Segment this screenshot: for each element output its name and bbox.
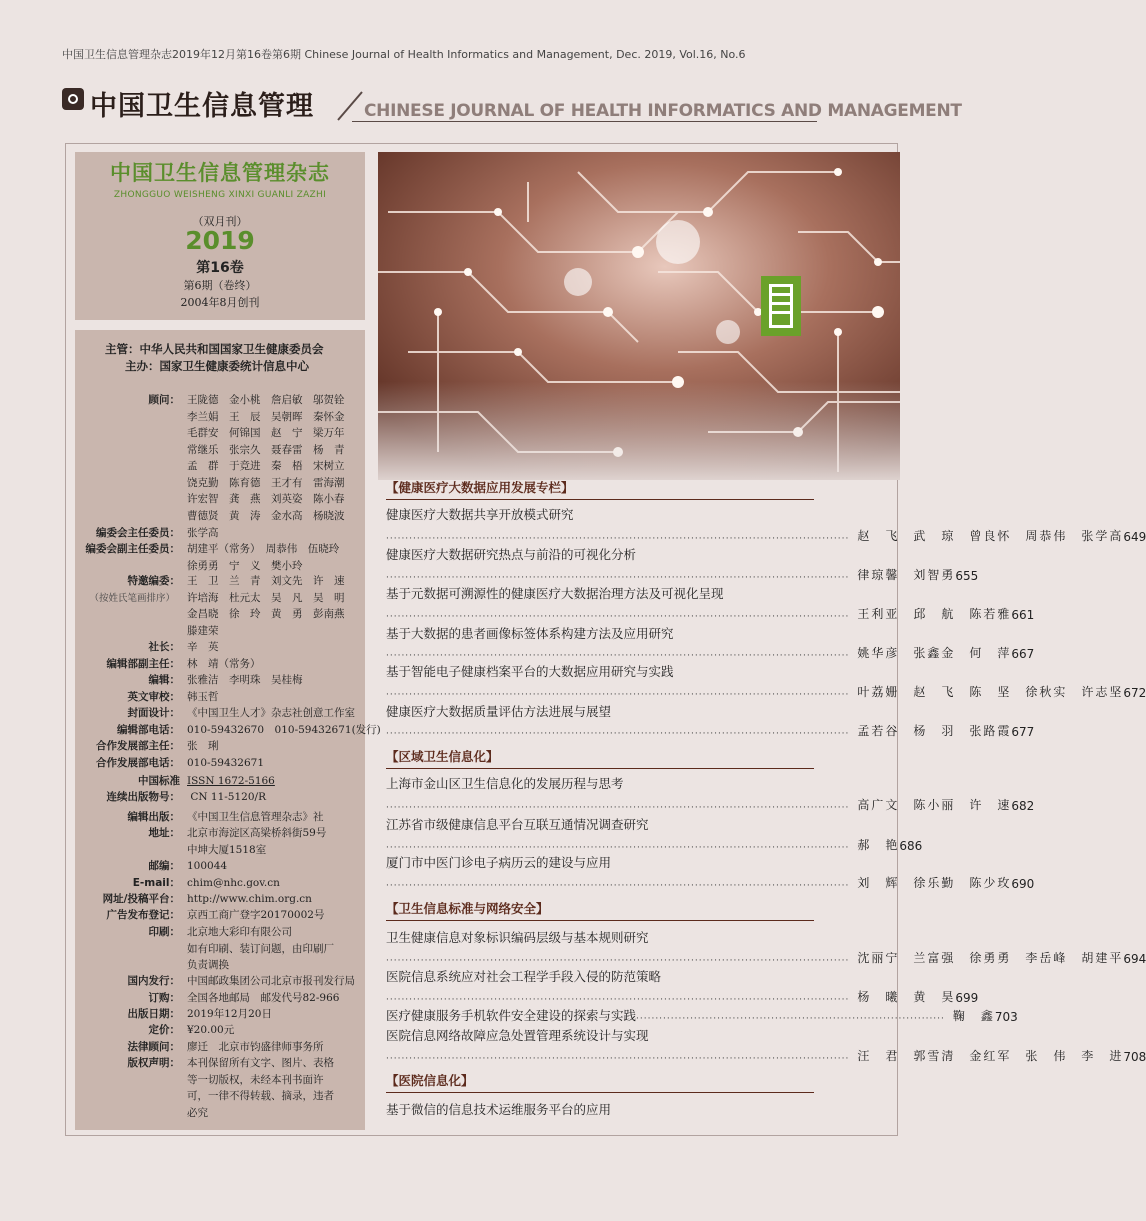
masthead-label: 版权声明：	[127, 1057, 180, 1069]
toc-entry-page: 677	[1011, 725, 1035, 739]
toc-entry-authors: 郝 艳	[857, 838, 900, 852]
toc-entry-byline	[386, 644, 1035, 661]
toc-entry-title: 医疗健康服务手机软件安全建设的探索与实践	[386, 1008, 637, 1023]
masthead-row	[80, 1055, 365, 1072]
masthead-value: 张学高	[187, 527, 219, 539]
toc-entry-page: 703	[994, 1010, 1018, 1024]
masthead-row	[80, 1006, 365, 1023]
masthead-value: 张 琍	[187, 740, 219, 752]
masthead-label	[80, 558, 180, 575]
toc-entry-page: 682	[1011, 799, 1035, 813]
header-slash-decoration	[336, 90, 366, 122]
toc-entry-page: 672	[1123, 686, 1146, 700]
masthead-label: 编委会副主任委员：	[85, 543, 180, 555]
masthead-row	[80, 907, 365, 924]
masthead-row	[80, 1039, 365, 1056]
masthead-label	[80, 1072, 180, 1089]
masthead-value: 可，一律不得转载、摘录，违者	[187, 1090, 334, 1102]
toc-entry-page: 694	[1123, 952, 1146, 966]
masthead-value: 北京地大彩印有限公司	[187, 926, 292, 938]
masthead-row	[80, 809, 365, 826]
masthead-row	[80, 392, 365, 409]
masthead-label	[80, 491, 180, 508]
masthead-label: 出版日期：	[127, 1008, 180, 1020]
toc-entry-authors: 高广文 陈小丽 许 速	[857, 798, 1012, 812]
masthead-value: 林 靖（常务）	[187, 658, 261, 670]
toc-leader-dots: ························································································································	[386, 612, 850, 622]
masthead-sort-note: （按姓氏笔画排序）	[89, 593, 175, 604]
masthead-label	[80, 458, 180, 475]
toc-entry-byline	[386, 949, 1146, 966]
masthead-row	[80, 924, 365, 941]
toc-leader-dots: ························································································································	[386, 1054, 850, 1064]
toc-entry-page: 667	[1011, 647, 1035, 661]
masthead-label: 封面设计：	[127, 707, 180, 719]
masthead-value: 全国各地邮局 邮发代号82-966	[187, 992, 340, 1004]
toc-entry-title[interactable]: 江苏省市级健康信息平台互联互通情况调查研究	[386, 817, 649, 832]
toc-entry-title[interactable]: 上海市金山区卫生信息化的发展历程与思考	[386, 776, 624, 791]
toc-entry-authors: 汪 君 郭雪清 金红军 张 伟 李 进	[857, 1049, 1124, 1063]
toc-entry-byline	[386, 874, 1035, 891]
brand-title: 中国卫生信息管理	[90, 91, 314, 122]
contents-badge-label	[761, 276, 762, 277]
toc-entry-byline	[386, 566, 979, 583]
masthead-label	[80, 1088, 180, 1105]
masthead-value: 徐勇勇 宁 义 樊小玲	[187, 559, 303, 572]
masthead-row	[80, 425, 365, 442]
masthead-value: 本刊保留所有文字、图片、表格	[187, 1057, 334, 1069]
masthead-row	[80, 672, 365, 689]
masthead-row	[80, 875, 365, 892]
toc-entry-authors: 杨 曦 黄 昊	[857, 990, 956, 1004]
masthead-value: 《中国卫生信息管理杂志》社	[187, 811, 324, 823]
toc-entry-authors: 鞠 鑫	[952, 1009, 995, 1023]
toc-entry-byline	[386, 988, 979, 1005]
running-header: 中国卫生信息管理杂志2019年12月第16卷第6期 Chinese Journal of Health Informatics and Management, Dec. 2019, Vol.16, No.6	[62, 48, 746, 61]
masthead-row	[80, 738, 365, 755]
toc-entry-byline	[386, 722, 1035, 739]
masthead-value: 2019年12月20日	[187, 1008, 272, 1020]
toc-leader-dots: ························································································································	[386, 881, 850, 891]
masthead-value: 王 卫 兰 青 刘文先 许 速	[187, 575, 345, 587]
toc-entry-byline	[386, 796, 1035, 813]
masthead-row	[80, 606, 365, 623]
masthead-value: 中坤大厦1518室	[187, 843, 267, 856]
masthead-value: 金昌晓 徐 玲 黄 勇 彭南燕	[187, 608, 345, 620]
supervisor: 主管：中华人民共和国国家卫生健康委员会	[105, 342, 324, 356]
toc-entry-authors: 赵 飞 武 琼 曾良怀 周恭伟 张学高	[857, 529, 1124, 543]
masthead-label: 顾问：	[148, 394, 180, 406]
masthead-value: 孟 群 于竞进 秦 梧 宋树立	[187, 460, 345, 472]
masthead-label: 社长：	[148, 641, 180, 653]
brand-title-english: CHINESE JOURNAL OF HEALTH INFORMATICS AND MANAGEMENT	[364, 101, 962, 121]
masthead-value: 等一切版权，未经本刊书面许	[187, 1073, 324, 1086]
masthead-value: 廖迁 北京市钧盛律师事务所	[187, 1041, 324, 1053]
masthead-row	[80, 656, 365, 673]
masthead-row	[80, 858, 365, 875]
toc-entry-title[interactable]: 基于智能电子健康档案平台的大数据应用研究与实践	[386, 664, 674, 679]
masthead-label	[80, 508, 180, 525]
masthead-value: 北京市海淀区高梁桥斜街59号	[187, 827, 327, 839]
masthead-row	[80, 789, 365, 806]
masthead-value: 负责调换	[187, 959, 229, 971]
masthead-label	[80, 842, 180, 859]
masthead-label: 国内发行：	[127, 975, 180, 987]
cover-image	[378, 152, 900, 480]
issue-number: 第6期（卷终）	[183, 279, 257, 292]
masthead-label: 订购：	[148, 992, 180, 1004]
masthead-label: 编辑出版：	[127, 811, 180, 823]
masthead-label	[80, 941, 180, 958]
masthead-label: 编辑部副主任：	[106, 658, 180, 670]
masthead-row	[80, 1105, 365, 1122]
toc-entry-authors: 孟若谷 杨 羽 张路霞	[857, 724, 1012, 738]
toc-section-heading: 【区域卫生信息化】	[386, 747, 814, 769]
masthead-row	[80, 755, 365, 772]
masthead-label: 英文审校：	[127, 691, 180, 703]
masthead-value: 许宏智 龚 燕 刘英姿 陈小春	[187, 493, 345, 505]
toc-entry-authors: 姚华彦 张鑫金 何 萍	[857, 646, 1012, 660]
masthead-value: chim@nhc.gov.cn	[187, 877, 280, 889]
masthead-value: 曹德贤 黄 涛 金水高 杨晓波	[187, 509, 345, 522]
masthead-row	[80, 689, 365, 706]
masthead-value: 韩玉哲	[187, 691, 219, 703]
masthead-row	[80, 705, 365, 722]
toc-entry-title[interactable]: 卫生健康信息对象标识编码层级与基本规则研究	[386, 930, 649, 945]
masthead-value: 如有印刷、装订问题，由印刷厂	[187, 942, 334, 955]
masthead-label: E-mail：	[132, 877, 180, 889]
toc-leader-dots: ························································································································	[386, 651, 850, 661]
masthead-row	[80, 722, 381, 739]
toc-entry-byline	[386, 527, 1146, 544]
toc-entry-page: 699	[955, 991, 979, 1005]
toc-entry-title[interactable]: 基于大数据的患者画像标签体系构建方法及应用研究	[386, 626, 674, 641]
masthead-row	[80, 891, 365, 908]
masthead-label: 中国标准	[138, 775, 180, 787]
masthead-row	[80, 442, 365, 459]
masthead-label: 网址/投稿平台：	[102, 893, 180, 905]
masthead-value: 中国邮政集团公司北京市报刊发行局	[187, 975, 355, 987]
masthead-value: http://www.chim.org.cn	[187, 893, 312, 905]
masthead-label: 法律顾问：	[127, 1041, 180, 1053]
masthead-row	[80, 1088, 365, 1105]
masthead-label: 印刷：	[148, 926, 180, 938]
masthead-label	[80, 475, 180, 492]
masthead-label: 编辑部电话：	[117, 724, 180, 736]
masthead-row	[80, 458, 365, 475]
masthead-value: 许培海 杜元太 吴 凡 吴 明	[187, 591, 345, 604]
masthead-row	[80, 475, 365, 492]
header-rule	[352, 121, 817, 122]
toc-entry-authors: 律琼馨 刘智勇	[857, 568, 956, 582]
toc-entry-byline	[386, 836, 923, 853]
journal-name: 中国卫生信息管理杂志	[110, 161, 330, 185]
toc-entry-page: 686	[899, 839, 923, 853]
masthead-value: 京西工商广登字20170002号	[187, 909, 325, 921]
masthead-row	[80, 973, 365, 990]
toc-leader-dots: ························································································································	[386, 995, 850, 1005]
toc-entry-page: 661	[1011, 608, 1035, 622]
masthead-value: 滕建荣	[187, 624, 219, 637]
masthead-value: 100044	[187, 860, 228, 872]
toc-entry-title[interactable]: 基于元数据可溯源性的健康医疗大数据治理方法及可视化呈现	[386, 586, 724, 601]
toc-entry-title[interactable]: 医院信息网络故障应急处置管理系统设计与实现	[386, 1028, 649, 1043]
journal-pinyin: ZHONGGUO WEISHENG XINXI GUANLI ZAZHI	[113, 190, 327, 200]
masthead-value: 必究	[187, 1106, 208, 1119]
masthead-label	[80, 623, 180, 640]
masthead-value: 常继乐 张宗久 聂春雷 杨 青	[187, 443, 345, 456]
journal-logo-icon	[62, 88, 84, 110]
masthead-label	[80, 409, 180, 426]
toc-entry-authors: 刘 辉 徐乐勤 陈少玫	[857, 876, 1012, 890]
masthead-row	[80, 508, 365, 525]
masthead-value: 胡建平（常务） 周恭伟 伍晓玲	[187, 543, 340, 555]
toc-entry[interactable]	[386, 1006, 1018, 1024]
masthead-label: 连续出版物号：	[106, 791, 180, 803]
masthead-label: 编委会主任委员：	[96, 527, 180, 539]
toc-entry-title[interactable]: 医院信息系统应对社会工程学手段入侵的防范策略	[386, 969, 662, 984]
toc-entry-title[interactable]: 健康医疗大数据共享开放模式研究	[386, 507, 574, 522]
masthead-row	[80, 990, 365, 1007]
toc-entry-title[interactable]: 厦门市中医门诊电子病历云的建设与应用	[386, 855, 612, 870]
masthead-row	[80, 825, 365, 842]
masthead-value: 《中国卫生人才》杂志社创意工作室	[187, 707, 355, 719]
masthead-row	[80, 1072, 365, 1089]
masthead-row	[80, 558, 365, 575]
masthead-value: 毛群安 何锦国 赵 宁 梁万年	[187, 427, 345, 439]
masthead-value: ¥20.00元	[187, 1024, 235, 1036]
toc-leader-dots: ························································································································	[386, 843, 850, 853]
toc-entry-title[interactable]: 健康医疗大数据研究热点与前沿的可视化分析	[386, 547, 637, 562]
masthead-label	[80, 425, 180, 442]
masthead-label: 地址：	[148, 827, 180, 839]
toc-section-heading: 【健康医疗大数据应用发展专栏】	[386, 478, 814, 500]
toc-section-heading: 【医院信息化】	[386, 1071, 814, 1093]
masthead-value: 李兰娟 王 辰 吴朝晖 秦怀金	[187, 410, 345, 423]
toc-entry-byline	[386, 605, 1035, 622]
masthead-row	[80, 773, 365, 790]
toc-leader-dots: ························································································································	[386, 956, 850, 966]
masthead-value: ISSN 1672-5166	[187, 775, 275, 787]
toc-leader-dots: ························································································································	[386, 803, 850, 813]
toc-leader-dots: ························································································································	[386, 534, 850, 544]
masthead-label: 邮编：	[148, 860, 180, 872]
founded-date: 2004年8月创刊	[180, 296, 260, 309]
masthead-value: 张雅洁 李明珠 吴桂梅	[187, 674, 303, 686]
masthead-label	[80, 442, 180, 459]
masthead-value: 010-59432671	[187, 757, 265, 769]
toc-entry-page: 655	[955, 569, 979, 583]
masthead-label	[80, 606, 180, 623]
toc-leader-dots: ························································································································	[386, 690, 850, 700]
circuit-board-image	[378, 152, 900, 480]
toc-entry-authors: 沈丽宁 兰富强 徐勇勇 李岳峰 胡建平	[857, 951, 1124, 965]
masthead-value: 饶克勤 陈育德 王才有 雷海潮	[187, 476, 345, 489]
masthead-row	[80, 842, 365, 859]
masthead-value: CN 11-5120/R	[187, 791, 266, 803]
masthead-label: 合作发展部主任：	[96, 740, 180, 752]
masthead-row	[80, 409, 365, 426]
toc-entry-authors: 叶荔姗 赵 飞 陈 坚 徐秋实 许志坚	[857, 685, 1124, 699]
masthead-value: 王陇德 金小桃 詹启敏 邬贺铨	[187, 394, 345, 406]
toc-entry-byline	[386, 1047, 1146, 1064]
contents-badge	[761, 276, 801, 336]
publication-year: 2019	[185, 226, 255, 255]
masthead-row	[80, 541, 365, 558]
toc-leader-dots: ························································································································	[386, 573, 850, 583]
masthead-label	[80, 957, 180, 974]
masthead-row	[80, 491, 365, 508]
toc-entry-page: 649	[1123, 530, 1146, 544]
toc-entry-authors: 王利亚 邱 航 陈若雅	[857, 607, 1012, 621]
volume-number: 第16卷	[196, 260, 244, 276]
toc-entry-byline	[386, 683, 1146, 700]
masthead-label: 定价：	[148, 1024, 180, 1036]
toc-entry-page: 690	[1011, 877, 1035, 891]
publication-frequency: （双月刊）	[192, 215, 248, 228]
masthead-row	[80, 639, 365, 656]
masthead-row	[80, 573, 365, 590]
masthead-label: 特邀编委：	[127, 575, 180, 587]
masthead-row	[80, 623, 365, 640]
toc-leader-dots: ························································································································	[386, 729, 850, 739]
masthead-value: 010-59432670 010-59432671(发行)	[187, 724, 381, 736]
masthead-row	[80, 957, 365, 974]
toc-entry-title[interactable]: 健康医疗大数据质量评估方法进展与展望	[386, 704, 612, 719]
masthead-row	[80, 941, 365, 958]
masthead-label: 广告发布登记：	[106, 909, 180, 921]
masthead-label: 编辑：	[148, 674, 180, 686]
sponsor: 主办：国家卫生健康委统计信息中心	[125, 359, 309, 373]
masthead-row	[80, 1022, 365, 1039]
masthead-label: 合作发展部电话：	[96, 757, 180, 769]
masthead-label	[80, 1105, 180, 1122]
masthead-row	[80, 525, 365, 542]
masthead-value: 辛 英	[187, 641, 219, 653]
toc-section-heading: 【卫生信息标准与网络安全】	[386, 899, 814, 921]
toc-entry-title[interactable]: 基于微信的信息技术运维服务平台的应用	[386, 1102, 612, 1117]
toc-leader-dots: ················································································	[636, 1014, 945, 1024]
toc-entry-page: 708	[1123, 1050, 1146, 1064]
